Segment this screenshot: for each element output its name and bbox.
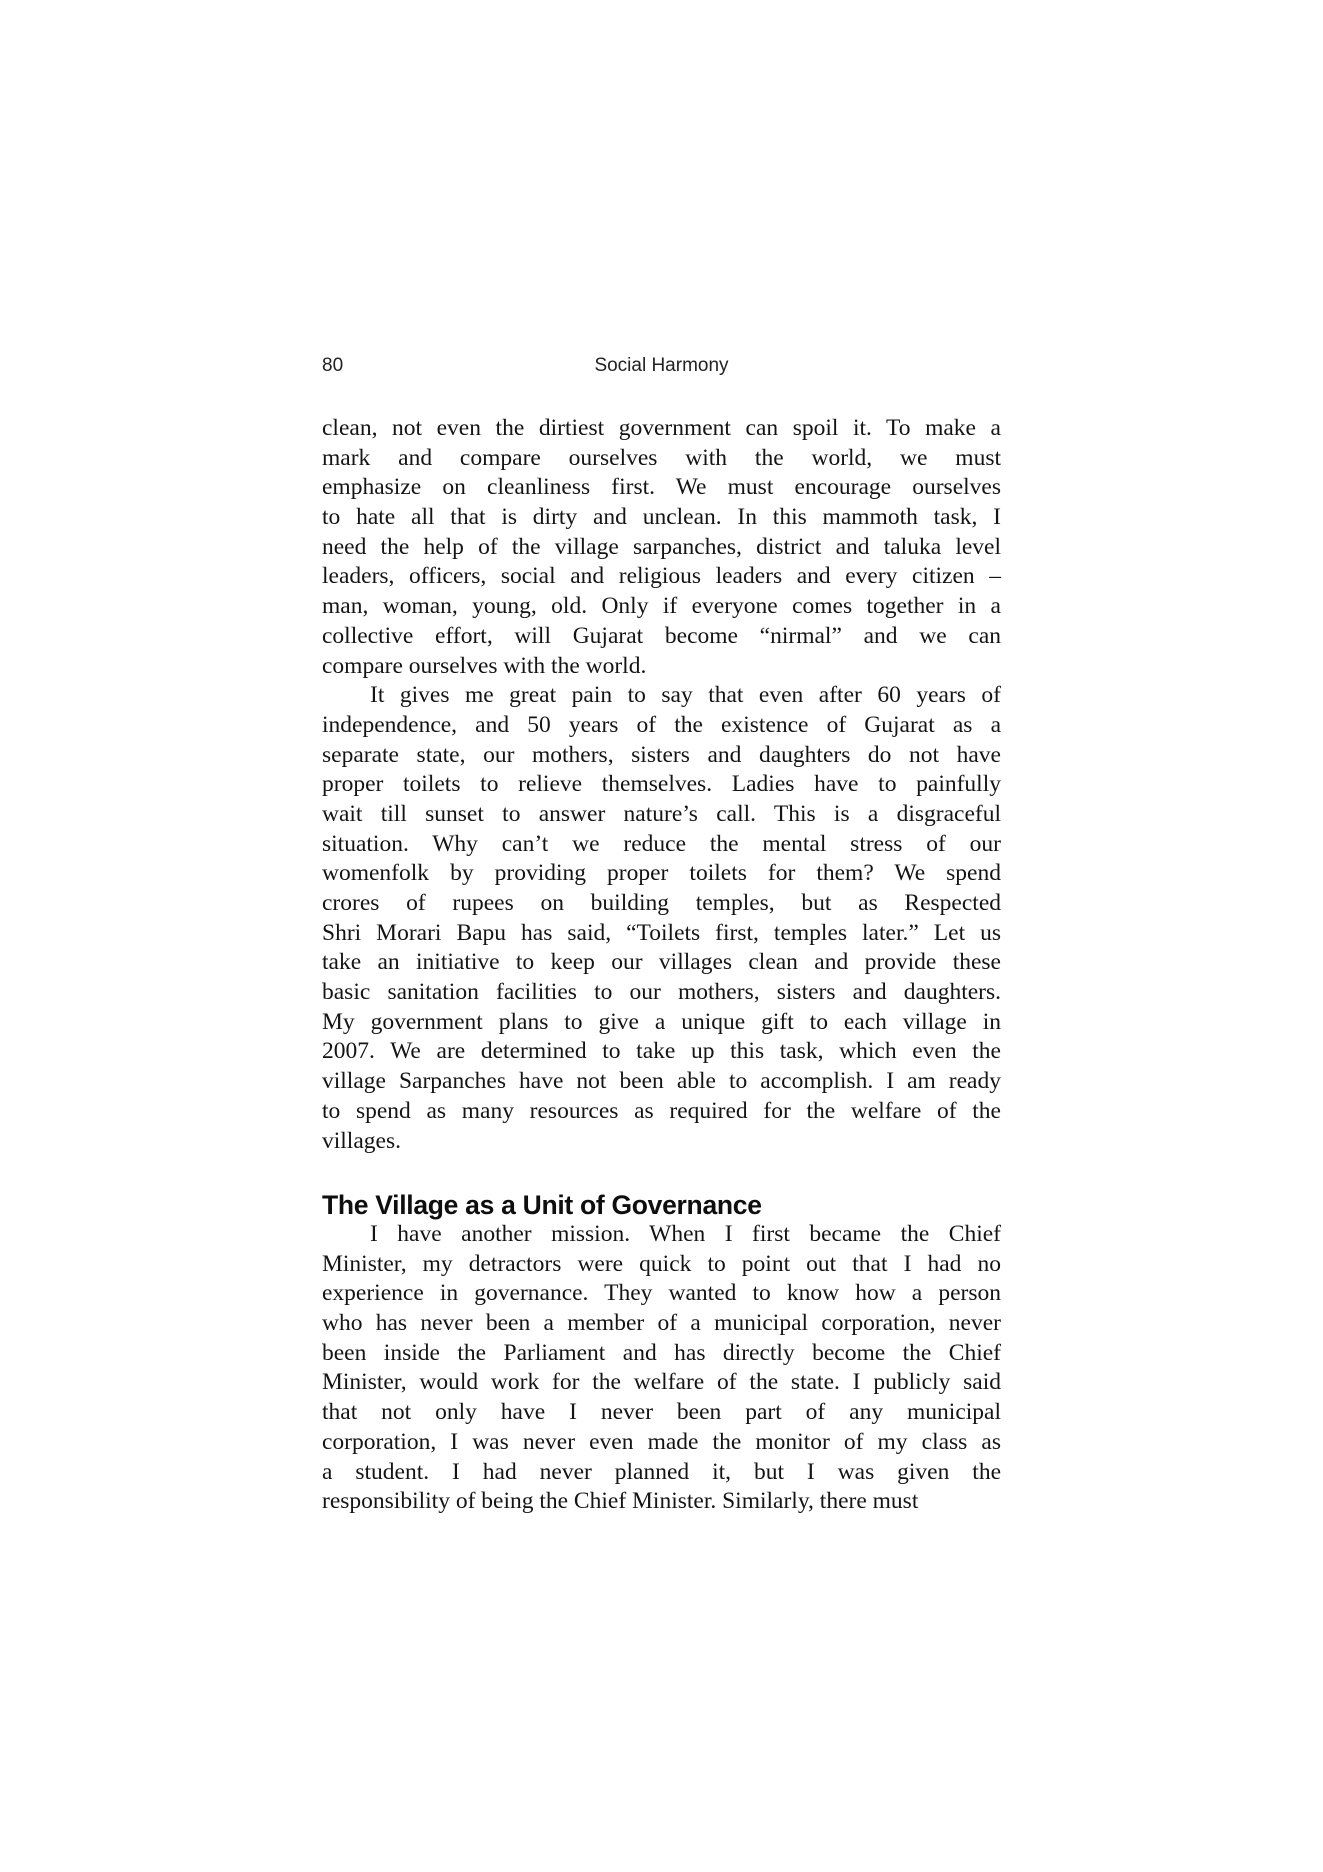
text-line: basic sanitation facilities to our mothers, sisters and daughters.: [322, 979, 1001, 1006]
text-line: emphasize on cleanliness first. We must encourage ourselves: [322, 474, 1001, 501]
text-line: I have another mission. When I first became the Chief: [370, 1221, 1001, 1247]
text-line: to hate all that is dirty and unclean. In this mammoth task, I: [322, 504, 1001, 531]
text-line: 2007. We are determined to take up this task, which even the: [322, 1038, 1001, 1065]
text-line: who has never been a member of a municipal corporation, never: [322, 1310, 1001, 1337]
text-line: mark and compare ourselves with the world, we must: [322, 444, 1001, 471]
text-line: experience in governance. They wanted to know how a person: [322, 1280, 1001, 1307]
paragraph-cleanliness: [322, 414, 1001, 681]
text-line: separate state, our mothers, sisters and daughters do not have: [322, 741, 1001, 768]
text-line: a student. I had never planned it, but I was given the: [322, 1458, 1001, 1485]
text-line: leaders, officers, social and religious leaders and every citizen –: [322, 563, 1001, 590]
text-line: been inside the Parliament and has directly become the Chief: [322, 1339, 1001, 1366]
text-line: proper toilets to relieve themselves. Ladies have to painfully: [322, 771, 1001, 798]
text-line: independence, and 50 years of the existence of Gujarat as a: [322, 711, 1001, 738]
text-line: village Sarpanches have not been able to accomplish. I am ready: [322, 1068, 1001, 1095]
text-line: to spend as many resources as required for the welfare of the: [322, 1097, 1001, 1124]
paragraph-mission: [322, 1220, 1001, 1517]
section-heading: The Village as a Unit of Governance: [322, 1190, 762, 1220]
text-line: corporation, I was never even made the monitor of my class as: [322, 1428, 1001, 1455]
text-line: It gives me great pain to say that even after 60 years of: [370, 682, 1001, 709]
text-line: Shri Morari Bapu has said, “Toilets first, temples later.” Let us: [322, 919, 1001, 946]
text-line: that not only have I never been part of any municipal: [322, 1399, 1001, 1426]
text-line: villages.: [322, 1127, 401, 1154]
text-line: man, woman, young, old. Only if everyone comes together in a: [322, 593, 1001, 620]
text-line: Minister, would work for the welfare of the state. I publicly said: [322, 1369, 1001, 1396]
text-line: wait till sunset to answer nature’s call. This is a disgraceful: [322, 800, 1001, 827]
text-line: womenfolk by providing proper toilets for them? We spend: [322, 860, 1001, 887]
text-line: compare ourselves with the world.: [322, 652, 647, 679]
text-line: collective effort, will Gujarat become “nirmal” and we can: [322, 622, 1001, 649]
text-line: take an initiative to keep our villages clean and provide these: [322, 949, 1001, 976]
running-title: Social Harmony: [594, 355, 729, 376]
body-text-top: [322, 414, 1001, 1156]
paragraph-toilets: [322, 681, 1001, 1156]
text-line: clean, not even the dirtiest government can spoil it. To make a: [322, 415, 1001, 441]
text-line: responsibility of being the Chief Minister. Similarly, there must: [322, 1488, 919, 1515]
page-header: [322, 354, 1001, 378]
text-line: need the help of the village sarpanches, district and taluka level: [322, 533, 1001, 560]
section-village-governance: [322, 1190, 1001, 1517]
text-line: crores of rupees on building temples, but as Respected: [322, 890, 1001, 916]
page-number: 80: [322, 355, 344, 376]
text-line: situation. Why can’t we reduce the mental stress of our: [322, 830, 1001, 857]
text-line: My government plans to give a unique gift to each village in: [322, 1008, 1001, 1035]
text-line: Minister, my detractors were quick to point out that I had no: [322, 1250, 1001, 1277]
